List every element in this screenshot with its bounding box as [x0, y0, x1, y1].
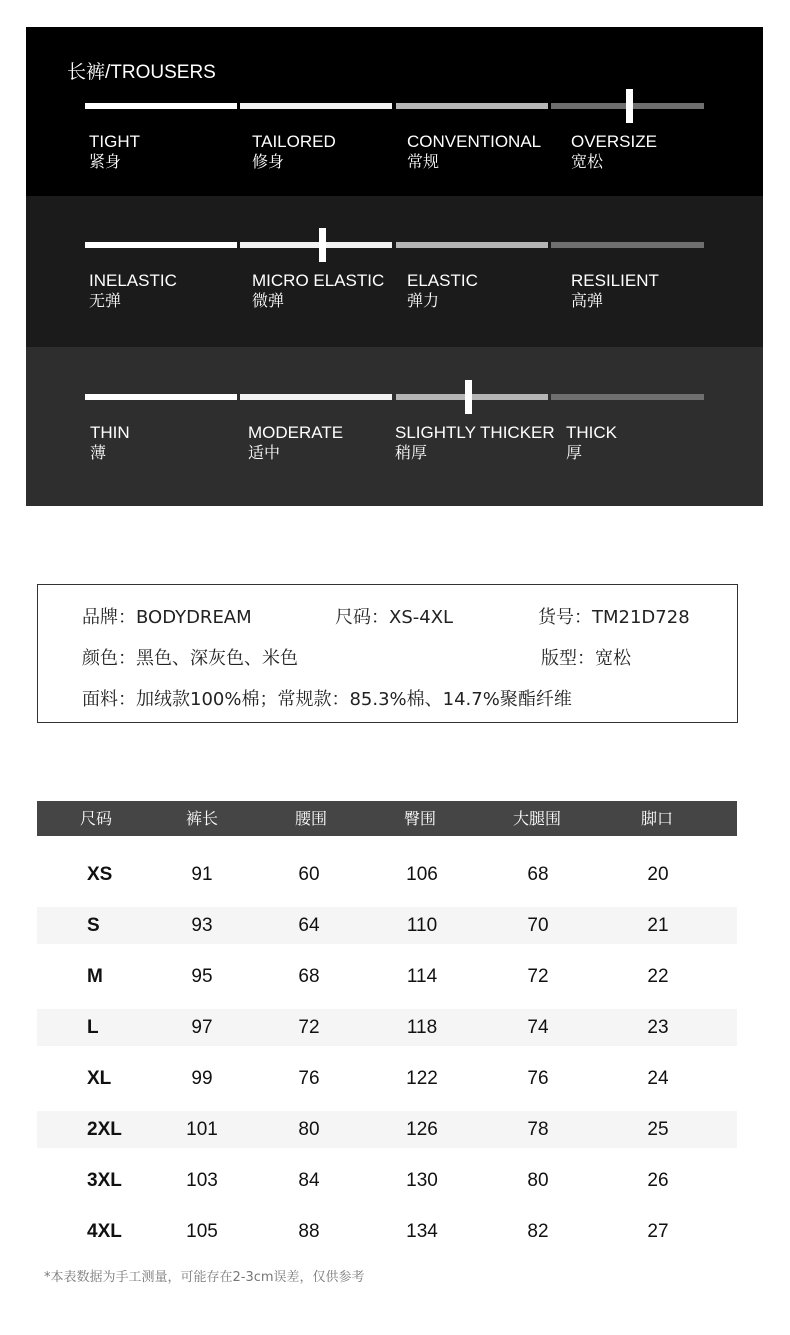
cell-thigh: 72: [527, 966, 549, 987]
cell-hem: 27: [647, 1221, 669, 1242]
cell-hip: 122: [406, 1068, 438, 1089]
size-range-text: 尺码：XS-4XL: [335, 607, 454, 628]
scale-segment-4: [551, 394, 704, 400]
cell-hip: 118: [406, 1017, 438, 1038]
scale-segment-3: [396, 394, 548, 400]
cell-thigh: 70: [527, 915, 549, 936]
fit-scale-panel: [26, 27, 763, 196]
scale-segment-1: [85, 103, 237, 109]
cell-hip: 130: [406, 1170, 438, 1191]
elasticity-label-inelastic: INELASTIC 无弹: [89, 271, 177, 310]
cell-hip: 110: [406, 915, 438, 936]
thickness-label-thin: THIN 薄: [90, 423, 130, 462]
cell-length: 99: [191, 1068, 213, 1089]
elasticity-scale-panel: [26, 196, 763, 347]
product-info-box: [37, 584, 738, 723]
cell-waist: 60: [298, 864, 320, 885]
cell-hem: 24: [647, 1068, 669, 1089]
elasticity-label-micro-elastic: MICRO ELASTIC 微弹: [252, 271, 385, 310]
thickness-label-slightly-thicker: SLIGHTLY THICKER 稍厚: [395, 423, 555, 462]
scale-segment-2: [240, 394, 392, 400]
cell-length: 105: [186, 1221, 218, 1242]
fit-text: 版型：宽松: [541, 648, 631, 669]
cell-hem: 20: [647, 864, 669, 885]
table-row: [37, 907, 737, 944]
cell-size: 4XL: [87, 1221, 122, 1242]
cell-length: 97: [191, 1017, 213, 1038]
measurement-note: *本表数据为手工测量，可能存在2-3cm误差，仅供参考: [44, 1270, 365, 1285]
cell-thigh: 76: [527, 1068, 549, 1089]
thickness-scale-panel: [26, 347, 763, 506]
cell-thigh: 68: [527, 864, 549, 885]
elasticity-label-resilient: RESILIENT 高弹: [571, 271, 659, 310]
cell-size: S: [87, 915, 100, 936]
scale-segment-1: [85, 242, 237, 248]
thickness-label-thick: THICK 厚: [566, 423, 617, 462]
cell-hem: 25: [647, 1119, 669, 1140]
cell-waist: 80: [298, 1119, 320, 1140]
cell-hem: 21: [647, 915, 669, 936]
thickness-label-moderate: MODERATE 适中: [248, 423, 344, 462]
colors-text: 颜色：黑色、深灰色、米色: [82, 648, 298, 669]
cell-thigh: 78: [527, 1119, 549, 1140]
size-table-header: [37, 801, 737, 836]
table-row: [37, 1213, 737, 1250]
scale-segment-2: [240, 242, 392, 248]
scale-segment-3: [396, 103, 548, 109]
cell-size: XL: [87, 1068, 112, 1089]
header-size: 尺码: [79, 809, 113, 828]
cell-size: L: [87, 1017, 99, 1038]
cell-hip: 106: [406, 864, 438, 885]
elasticity-marker: [319, 228, 326, 262]
cell-waist: 88: [298, 1221, 320, 1242]
table-row: [37, 1060, 737, 1097]
scale-segment-1: [85, 394, 237, 400]
table-row: [37, 856, 737, 893]
scale-segment-4: [551, 242, 704, 248]
cell-waist: 68: [298, 966, 320, 987]
scale-title: 长裤/TROUSERS: [67, 62, 216, 83]
fabric-text: 面料：加绒款100%棉；常规款：85.3%棉、14.7%聚酯纤维: [82, 689, 572, 710]
fit-label-tailored: TAILORED 修身: [252, 132, 336, 171]
cell-thigh: 80: [527, 1170, 549, 1191]
header-thigh: 大腿围: [512, 809, 562, 828]
cell-thigh: 74: [527, 1017, 549, 1038]
thickness-marker: [465, 380, 472, 414]
brand-text: 品牌：BODYDREAM: [82, 607, 252, 628]
cell-waist: 64: [298, 915, 320, 936]
table-row: [37, 958, 737, 995]
item-number-text: 货号：TM21D728: [538, 607, 690, 628]
cell-hem: 26: [647, 1170, 669, 1191]
header-hem: 脚口: [640, 809, 674, 828]
cell-length: 103: [186, 1170, 218, 1191]
cell-size: XS: [87, 864, 113, 885]
table-row: [37, 1162, 737, 1199]
fit-label-tight: TIGHT 紧身: [89, 132, 140, 171]
cell-hem: 23: [647, 1017, 669, 1038]
fit-marker: [626, 89, 633, 123]
cell-size: 2XL: [87, 1119, 122, 1140]
cell-hip: 126: [406, 1119, 438, 1140]
cell-waist: 84: [298, 1170, 320, 1191]
cell-hem: 22: [647, 966, 669, 987]
cell-length: 93: [191, 915, 213, 936]
cell-hip: 134: [406, 1221, 438, 1242]
fit-label-conventional: CONVENTIONAL 常规: [407, 132, 542, 171]
scale-segment-2: [240, 103, 392, 109]
cell-hip: 114: [406, 966, 438, 987]
cell-waist: 76: [298, 1068, 320, 1089]
table-row: [37, 1009, 737, 1046]
header-length: 裤长: [185, 809, 219, 828]
cell-length: 95: [191, 966, 213, 987]
header-hip: 臀围: [403, 809, 437, 828]
cell-length: 91: [191, 864, 213, 885]
cell-waist: 72: [298, 1017, 320, 1038]
header-waist: 腰围: [294, 809, 328, 828]
fit-label-oversize: OVERSIZE 宽松: [571, 132, 657, 171]
scale-segment-3: [396, 242, 548, 248]
cell-length: 101: [186, 1119, 218, 1140]
cell-size: M: [87, 966, 103, 987]
cell-size: 3XL: [87, 1170, 122, 1191]
cell-thigh: 82: [527, 1221, 549, 1242]
table-row: [37, 1111, 737, 1148]
elasticity-label-elastic: ELASTIC 弹力: [407, 271, 478, 310]
